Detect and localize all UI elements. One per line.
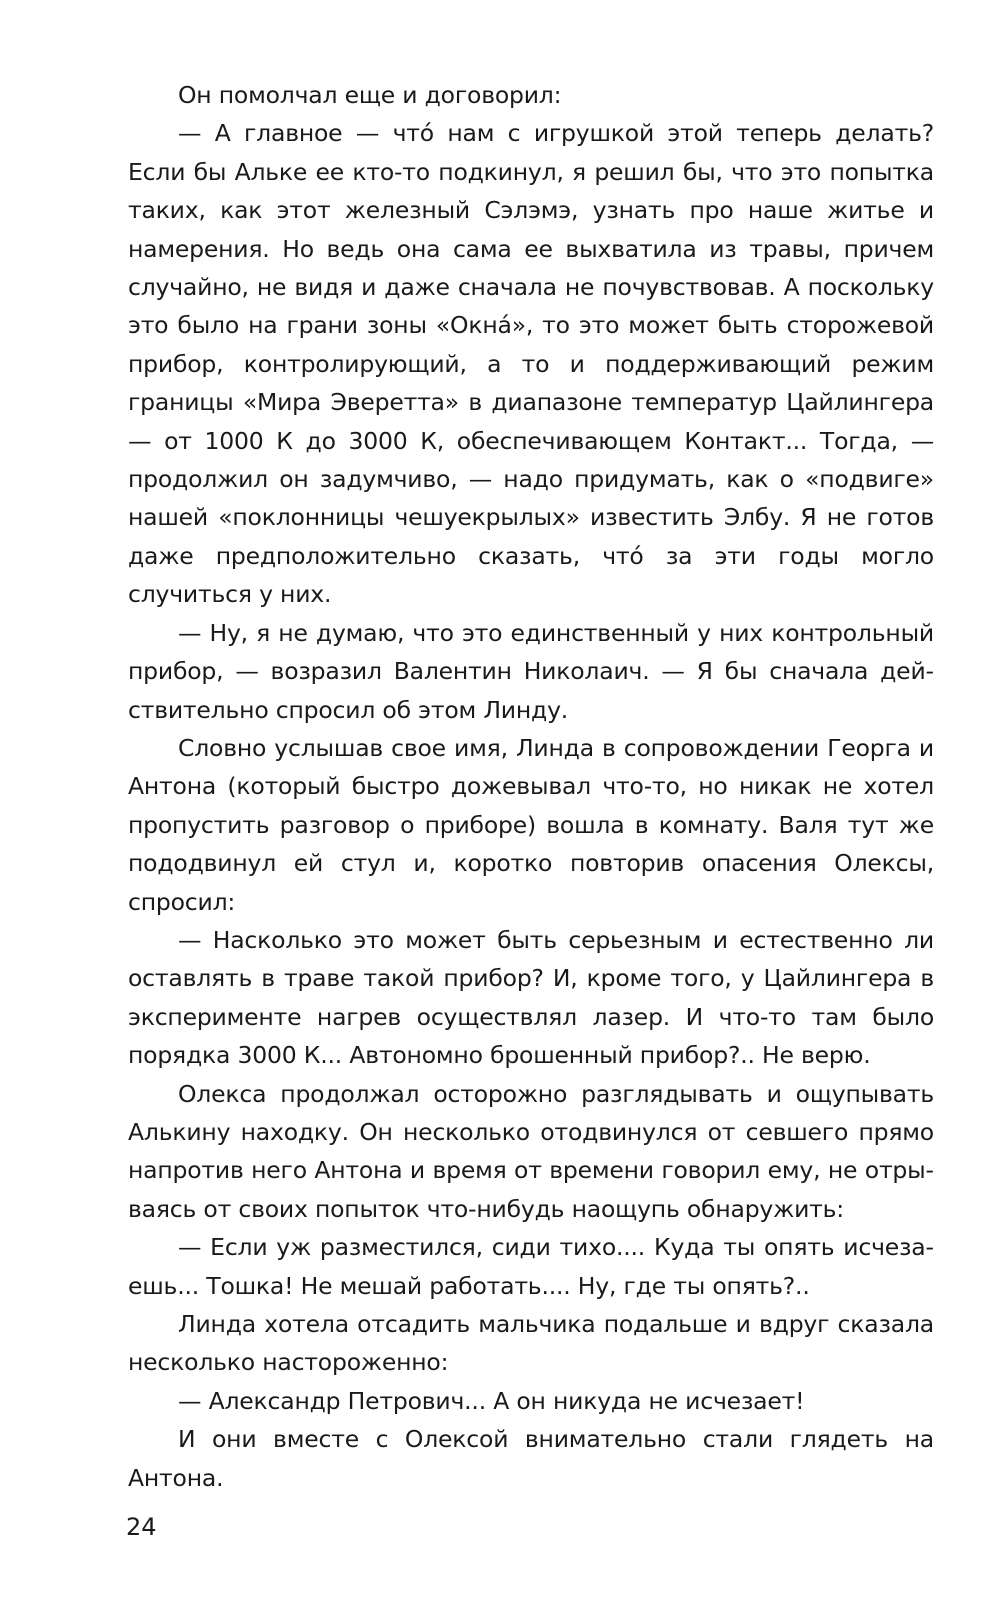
main-text: [128, 76, 934, 1497]
page-number: 24: [126, 1513, 157, 1541]
paragraph: Словно услышав свое имя, Линда в сопровождении Георга и Антона (который быстро дожевывал что-то, но никак не хотел пропустить разговор о приборе) вошла в комнату. Валя тут же пододвинул ей стул и, коротко повторив опасения Олексы, спросил:: [128, 733, 934, 916]
paragraph: — Александр Петрович... А он никуда не исчезает!: [178, 1386, 805, 1415]
paragraph: — Насколько это может быть серьезным и естественно ли оставлять в траве такой прибор? И, кроме того, у Цайлингера в эксперименте нагрев осуществлял лазер. И что-то там было порядка 3000 К... Автономно брошенный прибор?.. Не верю.: [128, 925, 934, 1070]
paragraph: — А главное — чтó нам с игрушкой этой теперь делать? Если бы Альке ее кто-то подкинул, я решил бы, что это попытка таких, как этот железный Сэлэмэ, узнать про наше житье и намерения. Но ведь она сама ее выхватила из травы, причем случайно, не видя и даже сначала не почувствовав. А поскольку это было на грани зоны «Окнá», то это может быть сторожевой прибор, контролирующий, а то и поддерживающий режим границы «Мира Эверетта» в диапазоне температур Цайлингера — от 1000 К до 3000 К, обеспечивающем Контакт... Тогда, — продолжил он задумчиво, — надо придумать, как о «подвиге» нашей «поклонницы чешуекрылых» известить Элбу. Я не готов даже предположительно сказать, чтó за эти годы могло случиться у них.: [128, 119, 934, 609]
paragraph: Он помолчал еще и договорил:: [178, 81, 562, 109]
paragraph: Линда хотела отсадить мальчика подальше и вдруг сказала несколько настороженно:: [128, 1310, 934, 1377]
paragraph: — Если уж разместился, сиди тихо.... Куда ты опять исчезаешь... Тошка! Не мешай работать.... Ну, где ты опять?..: [128, 1233, 934, 1300]
paragraph: И они вместе с Олексой внимательно стали глядеть на Антона.: [128, 1425, 934, 1492]
paragraph: Олекса продолжал осторожно разглядывать и ощупывать Алькину находку. Он несколько отодвинулся от севшего прямо напротив него Антона и время от времени говорил ему, не отрываясь от своих попыток что-нибудь наощупь обнаружить:: [128, 1079, 934, 1223]
paragraph: — Ну, я не думаю, что это единственный у них контрольный прибор, — возразил Валентин Николаич. — Я бы сначала действительно спросил об этом Линду.: [128, 618, 934, 724]
